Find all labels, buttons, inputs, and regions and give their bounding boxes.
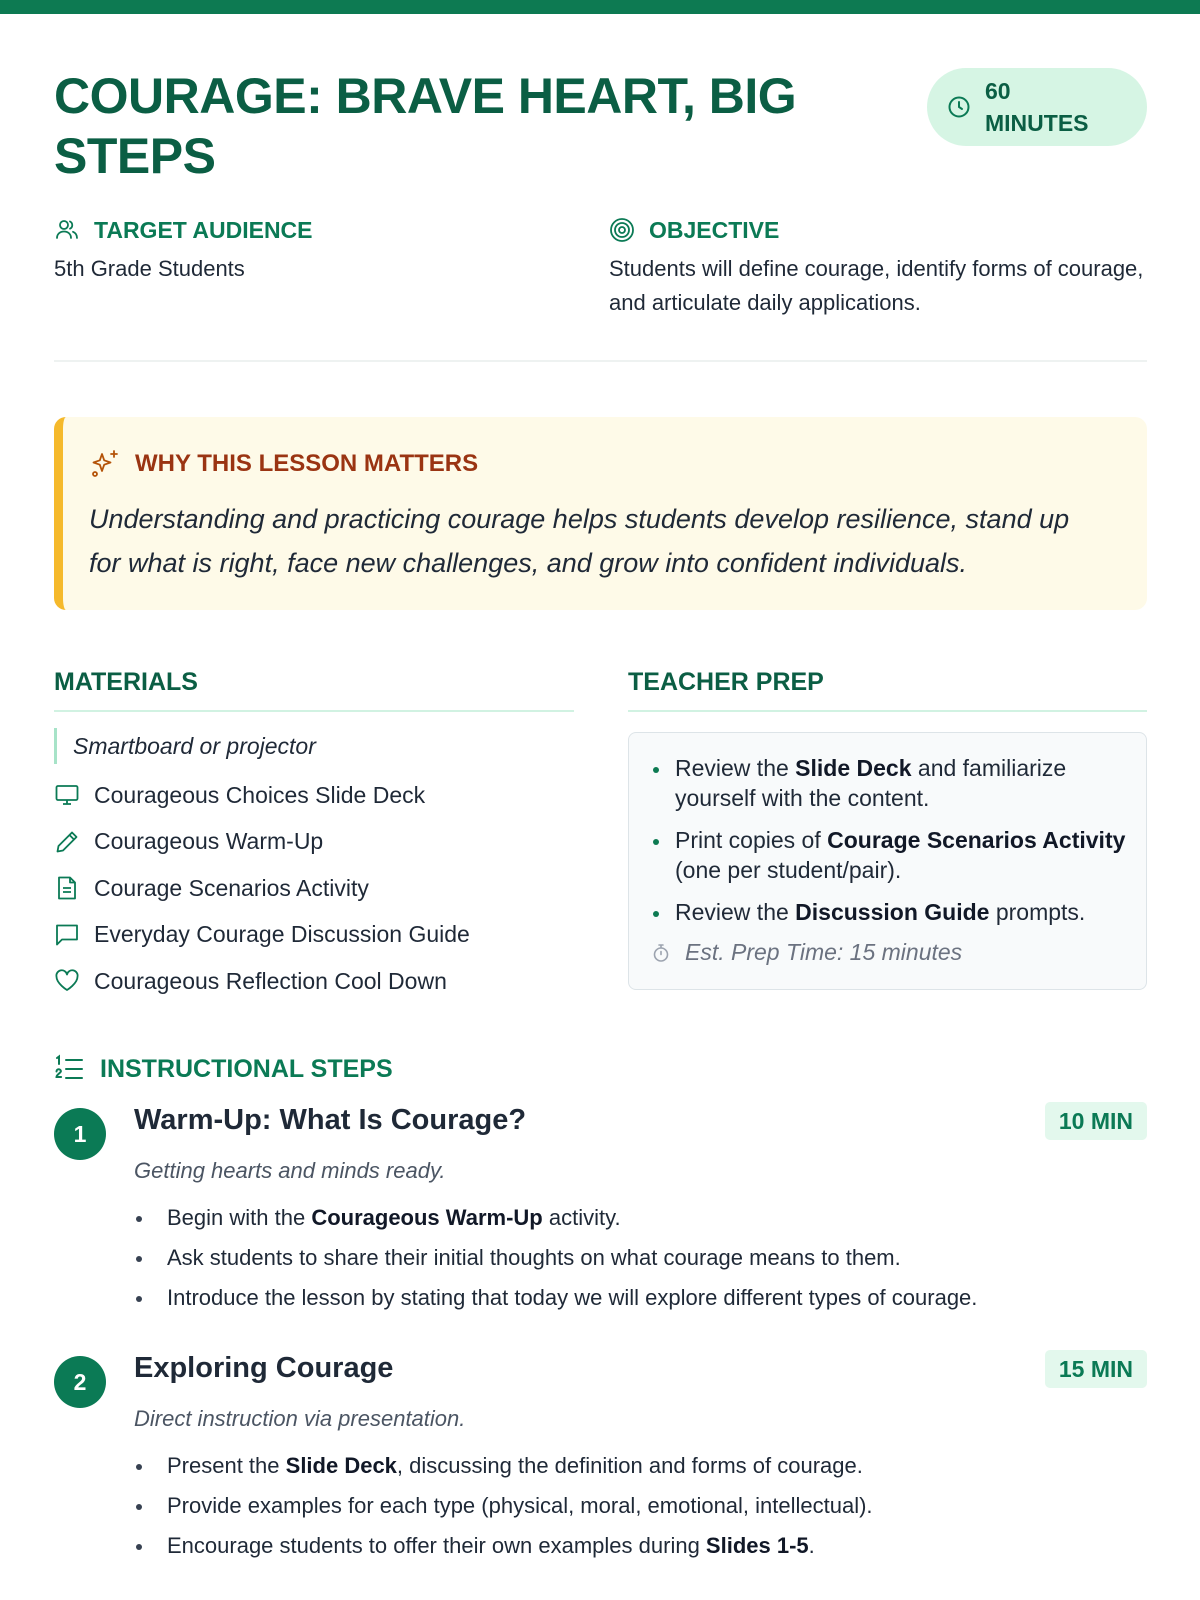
target-audience-label: TARGET AUDIENCE [94, 216, 313, 243]
step-duration-badge: 15 MIN [1045, 1350, 1147, 1388]
step-bullet-text: . [808, 1533, 815, 1558]
prep-item-text: Review the [675, 899, 796, 925]
material-item [54, 958, 574, 1005]
users-icon [54, 217, 80, 243]
objective-block [609, 214, 1147, 320]
step-bullet-highlight: Slide Deck [285, 1453, 397, 1478]
teacher-prep-list [651, 753, 1126, 927]
page-title: COURAGE: BRAVE HEART, BIG STEPS [54, 68, 797, 184]
material-label: Courageous Warm-Up [94, 828, 324, 855]
material-item [54, 819, 574, 866]
heart-icon [54, 968, 80, 994]
step-bullet [134, 1526, 1147, 1566]
step-bullet-highlight: Courageous Warm-Up [311, 1205, 543, 1230]
sparkles-icon [89, 448, 121, 480]
prep-item [651, 825, 1126, 885]
prep-item-highlight: Discussion Guide [795, 899, 990, 925]
step-bullet [134, 1238, 1147, 1278]
teacher-prep-heading-rule [628, 710, 1147, 712]
duration-text: 60 MINUTES [985, 78, 1089, 136]
material-label: Smartboard or projector [73, 732, 316, 759]
clock-icon [947, 95, 971, 119]
monitor-icon [54, 782, 80, 808]
step-bullet-list [134, 1198, 1147, 1318]
prep-item-text: and familiarize yourself with the content. [675, 755, 1067, 811]
materials-heading: MATERIALS [54, 668, 198, 696]
step-subtitle: Direct instruction via presentation. [134, 1406, 466, 1431]
why-lesson-matters-label: WHY THIS LESSON MATTERS [135, 450, 479, 477]
prep-item-text: (one per student/pair). [675, 857, 902, 883]
step-title: Exploring Courage [134, 1352, 394, 1384]
step-bullet-text: activity. [542, 1205, 621, 1230]
why-lesson-matters-text: Understanding and practicing courage helps students develop resilience, stand up for what is right, face new challenges, and grow into confident individuals. [89, 504, 1070, 578]
step-duration-badge: 10 MIN [1045, 1102, 1147, 1140]
step-bullet-text: Present the [167, 1453, 286, 1478]
prep-item-text: prompts. [989, 899, 1086, 925]
step-subtitle: Getting hearts and minds ready. [134, 1158, 446, 1183]
materials-list [54, 728, 574, 1005]
materials-heading-rule [54, 710, 574, 712]
why-lesson-matters-heading [89, 447, 1147, 481]
material-item [54, 728, 574, 764]
target-audience-block [54, 214, 574, 286]
target-audience-heading [54, 214, 574, 246]
prep-time-text: Est. Prep Time: 15 minutes [685, 939, 963, 965]
step-bullet [134, 1486, 1147, 1526]
step-bullet-text: Provide examples for each type (physical, moral, emotional, intellectual). [167, 1493, 873, 1518]
material-label: Everyday Courage Discussion Guide [94, 921, 470, 948]
step-title: Warm-Up: What Is Courage? [134, 1104, 527, 1136]
objective-label: OBJECTIVE [649, 216, 780, 243]
step-bullet-text: , discussing the definition and forms of courage. [396, 1453, 863, 1478]
material-label: Courageous Reflection Cool Down [94, 967, 447, 994]
objective-value: Students will define courage, identify forms of courage, and articulate daily applications. [609, 256, 1144, 315]
target-audience-value: 5th Grade Students [54, 256, 245, 281]
teacher-prep-heading: TEACHER PREP [628, 668, 824, 696]
duration-badge [927, 68, 1147, 146]
why-lesson-matters-callout [54, 417, 1147, 610]
target-icon [609, 217, 635, 243]
objective-heading [609, 214, 1147, 246]
material-item [54, 772, 574, 819]
step-bullet-list [134, 1446, 1147, 1566]
prep-item [651, 897, 1126, 927]
material-item [54, 912, 574, 959]
teacher-prep-box [628, 732, 1147, 990]
step-bullet [134, 1198, 1147, 1238]
step-bullet [134, 1446, 1147, 1486]
numbered-list-icon [54, 1054, 84, 1084]
header-divider [54, 360, 1147, 362]
prep-item-text: Print copies of [675, 827, 828, 853]
chat-bubble-icon [54, 922, 80, 948]
material-label: Courageous Choices Slide Deck [94, 781, 426, 808]
prep-item [651, 753, 1126, 813]
step-number: 1 [54, 1108, 106, 1160]
instructional-steps-heading [54, 1054, 393, 1084]
step-bullet-text: Ask students to share their initial thoughts on what courage means to them. [167, 1245, 901, 1270]
prep-time [651, 939, 1126, 966]
document-icon [54, 875, 80, 901]
material-label: Courage Scenarios Activity [94, 874, 369, 901]
prep-item-text: Review the [675, 755, 796, 781]
prep-item-highlight: Courage Scenarios Activity [827, 827, 1126, 853]
step-bullet-text: Encourage students to offer their own examples during [167, 1533, 706, 1558]
pencil-icon [54, 829, 80, 855]
step-bullet-text: Introduce the lesson by stating that today we will explore different types of courage. [167, 1285, 978, 1310]
stopwatch-icon [651, 943, 671, 963]
step-bullet-text: Begin with the [167, 1205, 312, 1230]
step-number: 2 [54, 1356, 106, 1408]
material-item [54, 865, 574, 912]
prep-item-highlight: Slide Deck [795, 755, 912, 781]
step-bullet-highlight: Slides 1-5 [705, 1533, 809, 1558]
top-accent-bar [0, 0, 1200, 14]
instructional-steps-label: INSTRUCTIONAL STEPS [100, 1054, 393, 1083]
step-bullet [134, 1278, 1147, 1318]
